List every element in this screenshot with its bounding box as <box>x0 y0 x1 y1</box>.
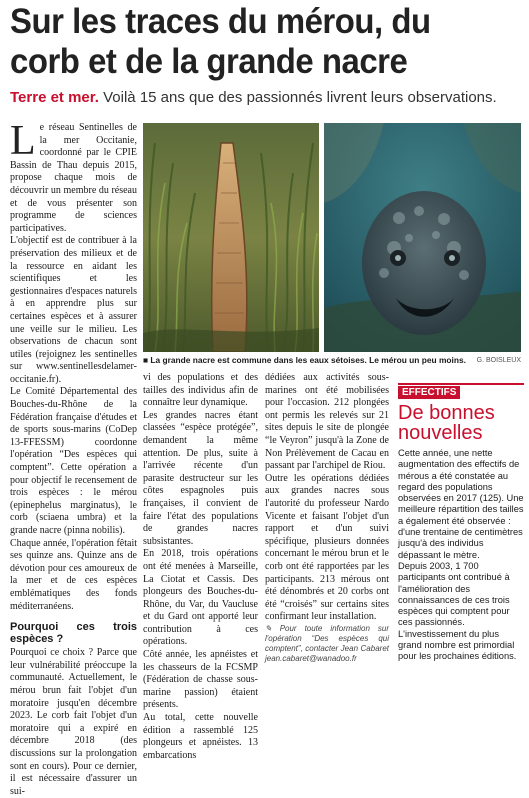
grouper-image <box>324 123 521 352</box>
paragraph-nacres: Les grandes nacres étant classées “espèce protégée”, demandent la même attention. De plus, suite à l'arrivée récente d'un parasite destructeur sur les côtes espagnoles puis françaises, il convient de faire l'état des populations de grandes nacres subsistantes. <box>143 409 258 547</box>
paragraph-dives: dédiées aux activités sous-marines ont été mobilisées pour l'occasion. 212 plongées ont permis les relevés sur 21 sites depuis le site de plongée “le Veyron” jusqu'à la Zone de Non Prélèvement de Cacau en passant par l'archipel de Riou. <box>265 372 389 472</box>
headline: Sur les traces du mérou, du corb et de la grande nacre <box>10 2 431 81</box>
photo-credit: G. BOISLEUX <box>476 357 521 364</box>
dropcap: L <box>10 118 36 164</box>
paragraph-apneists: Côté année, les apnéistes et les chasseurs de la FCSMP (Fédération de chasse sous-marine passion) étaient présents. <box>143 649 258 711</box>
caption-marker-icon: ■ <box>143 355 151 365</box>
caption-text: La grande nacre est commune dans les eaux sétoises. Le mérou un peu moins. <box>150 355 466 365</box>
box-top-rule <box>398 383 524 385</box>
paragraph-objective: L'objectif est de contribuer à la préservation des milieux et de la ressource en aidant les scientifiques et les gestionnaires d'espaces naturels à en apprendre plus sur certaines espèces et à assurer une veille sur le milieu. Les observations de chacun sont utiles (rejoignez les sentinelles sur www.sentinellesdelamer-occitanie.fr). <box>10 235 137 385</box>
box-paragraph-increase: Cette année, une nette augmentation des effectifs de mérous a été constatée au regard des populations observées en 2017 (125). Une meilleure répartition des tailles a également été observée : d'une trentaine de centimètres jusqu'à des individus dépassant le mètre. <box>398 448 524 560</box>
paragraph-why: Pourquoi ce choix ? Parce que leur vulnérabilité préoccupe la communauté. Actuellement, le mérou brun fait l'objet d'un moratoire jusqu'en décembre 2023. Le corb fait l'objet d'un moratoire qui a expiré en décembre 2018 (des discussions sur la prolongation sont en cours). Pour ce dernier, il est nécessaire d'assurer un sui- <box>10 647 137 797</box>
paragraph-anniversary: Chaque année, l'opération fêtait ses quinze ans. Quinze ans de dévotion pour ces amoureux de la mer et de ces espèces emblématiques des fonds méditerranéens. <box>10 537 137 612</box>
standfirst-text: Voilà 15 ans que des passionnés livrent leurs observations. <box>98 89 497 106</box>
paragraph-monitoring: vi des populations et des tailles des individus afin de connaître leur dynamique. <box>143 372 258 409</box>
photo-grande-nacre <box>143 123 319 352</box>
box-label: EFFECTIFS <box>398 386 460 399</box>
article-column-2 <box>143 372 258 762</box>
photo-caption <box>143 355 521 366</box>
paragraph-intro: e réseau Sentinelles de la mer Occitanie, coordonné par le CPIE Bassin de Thau depuis 2015, propose chaque mois de découvrir un membre du réseau et de vous présenter son programme de sciences participatives. <box>10 122 137 234</box>
paragraph-counts: Outre les opérations dédiées aux grandes nacres sous l'autorité du professeur Nardo Vicente et faisant l'objet d'un rapport et d'un suivi spécifique, plusieurs données concernant le mérou brun et le corb ont été rapportées par les participants. 213 mérous ont été dénombrés et 20 corbs ont été “croisés” sur certains sites confirmant leur installation. <box>265 472 389 623</box>
box-title: De bonnes nouvelles <box>398 402 495 444</box>
standfirst <box>10 89 520 107</box>
box-paragraph-participants: Depuis 2003, 1 700 participants ont contribué à l'amélioration des connaissances de ces trois espèces qui comptent pour ces passionnés. <box>398 560 510 628</box>
box-paragraph-investment: L'investissement du plus grand nombre est primordial pour les prochaines éditions. <box>398 628 517 662</box>
box-body <box>398 448 524 663</box>
standfirst-kicker: Terre et mer. <box>10 89 99 106</box>
article-column-1 <box>10 118 137 798</box>
seagrass-nacre-image <box>143 123 319 352</box>
pencil-icon: ✎ <box>265 623 280 633</box>
subhead-why: Pourquoi ces trois espèces ? <box>10 621 137 646</box>
contact-info <box>265 624 389 664</box>
photo-merou <box>324 123 521 352</box>
contact-text: Pour toute information sur l'opération “Des espèces qui comptent”, contacter Jean Cabaret jean.cabaret@wanadoo.fr <box>265 623 389 663</box>
paragraph-total: Au total, cette nouvelle édition a rassemblé 125 plongeurs et apnéistes. 13 embarcations <box>143 712 258 761</box>
paragraph-codep: Le Comité Départemental des Bouches-du-Rhône de la Fédération française d'études et de sports sous-marins (CoDep 13-FFESSM) coordonne l'opération “Des espèces qui comptent”. Cette opération a pour objectif le recensement de trois espèces : le mérou (epinephelus marginatus), le corb (sciaena umbra) et la grande nacre (pinna nobilis). <box>10 386 137 536</box>
paragraph-2018: En 2018, trois opérations ont été menées à Marseille, La Ciotat et Cassis. Des plongeurs des Bouches-du-Rhône, du Var, du Vaucluse et du Gard ont apporté leur contribution à ces opérations. <box>143 548 258 648</box>
article-column-3 <box>265 372 389 664</box>
